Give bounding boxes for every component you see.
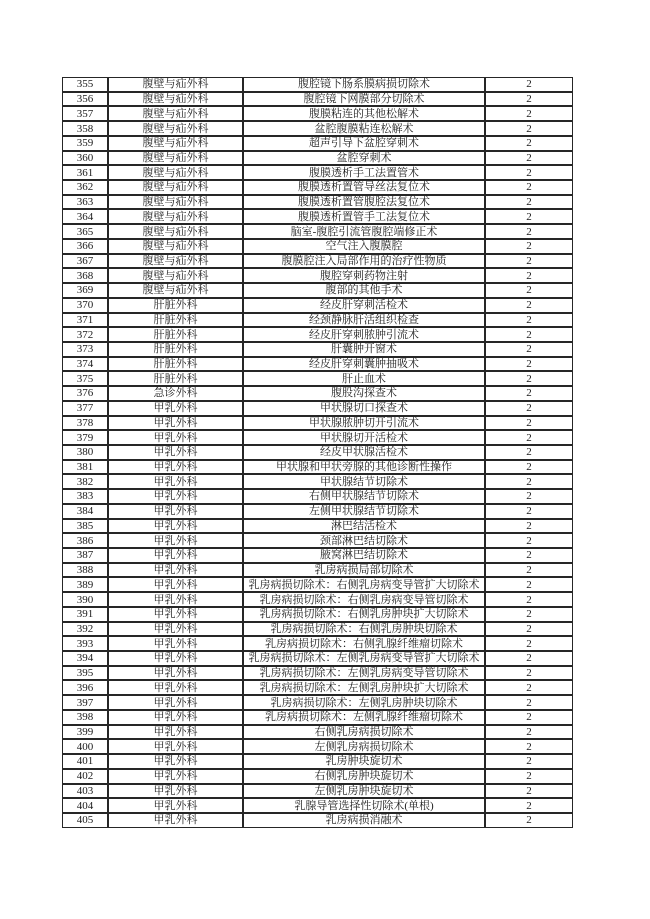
- table-row: [62, 136, 573, 151]
- level-cell: 2: [485, 784, 573, 799]
- row-number-cell: 397: [62, 695, 108, 710]
- level-cell: 2: [485, 489, 573, 504]
- level-cell: 2: [485, 769, 573, 784]
- department-cell: 甲乳外科: [108, 739, 243, 754]
- procedure-cell: 脑室-腹腔引流管腹腔端修正术: [243, 224, 485, 239]
- table-row: [62, 357, 573, 372]
- procedure-cell: 乳房病损切除术：右侧乳腺纤维瘤切除术: [243, 636, 485, 651]
- table-row: [62, 121, 573, 136]
- table-row: [62, 784, 573, 799]
- department-cell: 甲乳外科: [108, 651, 243, 666]
- row-number-cell: 355: [62, 77, 108, 92]
- table-row: [62, 430, 573, 445]
- level-cell: 2: [485, 401, 573, 416]
- procedure-cell: 肝囊肿开窗术: [243, 342, 485, 357]
- level-cell: 2: [485, 313, 573, 328]
- procedure-cell: 乳房病损消融术: [243, 813, 485, 828]
- table-row: [62, 666, 573, 681]
- department-cell: 甲乳外科: [108, 607, 243, 622]
- level-cell: 2: [485, 563, 573, 578]
- department-cell: 甲乳外科: [108, 548, 243, 563]
- department-cell: 腹壁与疝外科: [108, 151, 243, 166]
- procedure-cell: 乳房病损切除术：左侧乳房肿块扩大切除术: [243, 680, 485, 695]
- level-cell: 2: [485, 298, 573, 313]
- procedure-cell: 左侧乳房病损切除术: [243, 739, 485, 754]
- table-row: [62, 342, 573, 357]
- department-cell: 腹壁与疝外科: [108, 224, 243, 239]
- department-cell: 甲乳外科: [108, 666, 243, 681]
- department-cell: 甲乳外科: [108, 474, 243, 489]
- table-row: [62, 327, 573, 342]
- department-cell: 甲乳外科: [108, 798, 243, 813]
- row-number-cell: 363: [62, 195, 108, 210]
- procedure-cell: 腹腔镜下网膜部分切除术: [243, 92, 485, 107]
- row-number-cell: 383: [62, 489, 108, 504]
- table-row: [62, 401, 573, 416]
- table-row: [62, 636, 573, 651]
- table-row: [62, 548, 573, 563]
- department-cell: 肝脏外科: [108, 371, 243, 386]
- row-number-cell: 385: [62, 519, 108, 534]
- row-number-cell: 366: [62, 239, 108, 254]
- row-number-cell: 365: [62, 224, 108, 239]
- row-number-cell: 391: [62, 607, 108, 622]
- row-number-cell: 403: [62, 784, 108, 799]
- level-cell: 2: [485, 798, 573, 813]
- table-row: [62, 298, 573, 313]
- procedure-cell: 甲状腺和甲状旁腺的其他诊断性操作: [243, 460, 485, 475]
- level-cell: 2: [485, 519, 573, 534]
- table-row: [62, 695, 573, 710]
- level-cell: 2: [485, 342, 573, 357]
- level-cell: 2: [485, 180, 573, 195]
- department-cell: 腹壁与疝外科: [108, 209, 243, 224]
- department-cell: 甲乳外科: [108, 504, 243, 519]
- level-cell: 2: [485, 577, 573, 592]
- table-row: [62, 680, 573, 695]
- procedure-cell: 乳房病损切除术：右侧乳房肿块扩大切除术: [243, 607, 485, 622]
- level-cell: 2: [485, 607, 573, 622]
- department-cell: 肝脏外科: [108, 298, 243, 313]
- level-cell: 2: [485, 106, 573, 121]
- table-row: [62, 313, 573, 328]
- table-row: [62, 474, 573, 489]
- table-row: [62, 533, 573, 548]
- table-row: [62, 519, 573, 534]
- table-row: [62, 239, 573, 254]
- row-number-cell: 404: [62, 798, 108, 813]
- row-number-cell: 358: [62, 121, 108, 136]
- level-cell: 2: [485, 666, 573, 681]
- procedure-cell: 甲状腺切口探查术: [243, 401, 485, 416]
- department-cell: 甲乳外科: [108, 563, 243, 578]
- procedure-cell: 盆腔穿刺术: [243, 151, 485, 166]
- procedure-cell: 盆腔腹膜粘连松解术: [243, 121, 485, 136]
- table-row: [62, 798, 573, 813]
- department-cell: 甲乳外科: [108, 592, 243, 607]
- procedure-cell: 乳房病损切除术：右侧乳房肿块切除术: [243, 622, 485, 637]
- level-cell: 2: [485, 636, 573, 651]
- department-cell: 甲乳外科: [108, 622, 243, 637]
- department-cell: 甲乳外科: [108, 769, 243, 784]
- department-cell: 腹壁与疝外科: [108, 268, 243, 283]
- row-number-cell: 370: [62, 298, 108, 313]
- department-cell: 甲乳外科: [108, 489, 243, 504]
- department-cell: 腹壁与疝外科: [108, 195, 243, 210]
- level-cell: 2: [485, 209, 573, 224]
- department-cell: 甲乳外科: [108, 416, 243, 431]
- level-cell: 2: [485, 268, 573, 283]
- level-cell: 2: [485, 695, 573, 710]
- row-number-cell: 389: [62, 577, 108, 592]
- level-cell: 2: [485, 239, 573, 254]
- department-cell: 腹壁与疝外科: [108, 180, 243, 195]
- department-cell: 甲乳外科: [108, 813, 243, 828]
- level-cell: 2: [485, 283, 573, 298]
- procedure-cell: 腹腔镜下肠系膜病损切除术: [243, 77, 485, 92]
- table-row: [62, 489, 573, 504]
- level-cell: 2: [485, 592, 573, 607]
- table-row: [62, 769, 573, 784]
- table-row: [62, 739, 573, 754]
- row-number-cell: 387: [62, 548, 108, 563]
- department-cell: 甲乳外科: [108, 725, 243, 740]
- department-cell: 腹壁与疝外科: [108, 239, 243, 254]
- table-row: [62, 651, 573, 666]
- procedure-cell: 颈部淋巴结切除术: [243, 533, 485, 548]
- row-number-cell: 369: [62, 283, 108, 298]
- row-number-cell: 373: [62, 342, 108, 357]
- table-row: [62, 209, 573, 224]
- department-cell: 腹壁与疝外科: [108, 283, 243, 298]
- row-number-cell: 378: [62, 416, 108, 431]
- row-number-cell: 393: [62, 636, 108, 651]
- table-row: [62, 607, 573, 622]
- table-row: [62, 371, 573, 386]
- row-number-cell: 394: [62, 651, 108, 666]
- table-row: [62, 725, 573, 740]
- department-cell: 甲乳外科: [108, 533, 243, 548]
- procedure-cell: 经皮肝穿刺活检术: [243, 298, 485, 313]
- procedure-cell: 甲状腺结节切除术: [243, 474, 485, 489]
- level-cell: 2: [485, 474, 573, 489]
- row-number-cell: 377: [62, 401, 108, 416]
- table-row: [62, 180, 573, 195]
- table-row: [62, 92, 573, 107]
- department-cell: 甲乳外科: [108, 784, 243, 799]
- department-cell: 甲乳外科: [108, 430, 243, 445]
- department-cell: 肝脏外科: [108, 313, 243, 328]
- procedure-cell: 乳房病损切除术：右侧乳房病变导管扩大切除术: [243, 577, 485, 592]
- row-number-cell: 386: [62, 533, 108, 548]
- table-row: [62, 195, 573, 210]
- table-row: [62, 268, 573, 283]
- level-cell: 2: [485, 445, 573, 460]
- procedure-cell: 腋窝淋巴结切除术: [243, 548, 485, 563]
- level-cell: 2: [485, 739, 573, 754]
- procedure-cell: 乳房病损切除术：右侧乳房病变导管切除术: [243, 592, 485, 607]
- procedure-cell: 经颈静脉肝活组织检查: [243, 313, 485, 328]
- level-cell: 2: [485, 430, 573, 445]
- level-cell: 2: [485, 386, 573, 401]
- table-row: [62, 563, 573, 578]
- procedure-cell: 腹膜透析置管导丝法复位术: [243, 180, 485, 195]
- procedure-cell: 腹膜透析置管手工法复位术: [243, 209, 485, 224]
- department-cell: 腹壁与疝外科: [108, 77, 243, 92]
- row-number-cell: 398: [62, 710, 108, 725]
- row-number-cell: 399: [62, 725, 108, 740]
- row-number-cell: 405: [62, 813, 108, 828]
- procedure-cell: 右侧乳房肿块旋切术: [243, 769, 485, 784]
- table-row: [62, 151, 573, 166]
- department-cell: 甲乳外科: [108, 445, 243, 460]
- level-cell: 2: [485, 121, 573, 136]
- department-cell: 甲乳外科: [108, 710, 243, 725]
- procedure-cell: 右侧甲状腺结节切除术: [243, 489, 485, 504]
- level-cell: 2: [485, 548, 573, 563]
- row-number-cell: 364: [62, 209, 108, 224]
- table-row: [62, 577, 573, 592]
- department-cell: 甲乳外科: [108, 636, 243, 651]
- level-cell: 2: [485, 195, 573, 210]
- table-row: [62, 445, 573, 460]
- row-number-cell: 360: [62, 151, 108, 166]
- row-number-cell: 390: [62, 592, 108, 607]
- row-number-cell: 388: [62, 563, 108, 578]
- procedure-cell: 乳房肿块旋切术: [243, 754, 485, 769]
- procedure-cell: 腹膜粘连的其他松解术: [243, 106, 485, 121]
- table-row: [62, 592, 573, 607]
- department-cell: 肝脏外科: [108, 342, 243, 357]
- department-cell: 腹壁与疝外科: [108, 121, 243, 136]
- procedure-cell: 腹腔穿刺药物注射: [243, 268, 485, 283]
- procedure-cell: 左侧乳房肿块旋切术: [243, 784, 485, 799]
- department-cell: 急诊外科: [108, 386, 243, 401]
- level-cell: 2: [485, 651, 573, 666]
- level-cell: 2: [485, 136, 573, 151]
- row-number-cell: 400: [62, 739, 108, 754]
- table-row: [62, 106, 573, 121]
- procedure-cell: 空气注入腹膜腔: [243, 239, 485, 254]
- department-cell: 甲乳外科: [108, 519, 243, 534]
- row-number-cell: 401: [62, 754, 108, 769]
- row-number-cell: 381: [62, 460, 108, 475]
- level-cell: 2: [485, 165, 573, 180]
- row-number-cell: 359: [62, 136, 108, 151]
- table-row: [62, 460, 573, 475]
- row-number-cell: 402: [62, 769, 108, 784]
- procedure-cell: 左侧甲状腺结节切除术: [243, 504, 485, 519]
- table-row: [62, 77, 573, 92]
- table-row: [62, 283, 573, 298]
- procedure-cell: 超声引导下盆腔穿刺术: [243, 136, 485, 151]
- row-number-cell: 367: [62, 254, 108, 269]
- procedure-cell: 经皮肝穿刺囊肿抽吸术: [243, 357, 485, 372]
- level-cell: 2: [485, 813, 573, 828]
- table-row: [62, 754, 573, 769]
- row-number-cell: 375: [62, 371, 108, 386]
- procedure-cell: 腹膜透析置管腹腔法复位术: [243, 195, 485, 210]
- level-cell: 2: [485, 92, 573, 107]
- level-cell: 2: [485, 224, 573, 239]
- procedure-cell: 淋巴结活检术: [243, 519, 485, 534]
- procedure-cell: 腹膜腔注入局部作用的治疗性物质: [243, 254, 485, 269]
- row-number-cell: 371: [62, 313, 108, 328]
- department-cell: 甲乳外科: [108, 577, 243, 592]
- procedure-cell: 经皮肝穿刺脓肿引流术: [243, 327, 485, 342]
- level-cell: 2: [485, 533, 573, 548]
- procedure-cell: 甲状腺切开活检术: [243, 430, 485, 445]
- procedure-cell: 乳房病损切除术：左侧乳房病变导管扩大切除术: [243, 651, 485, 666]
- procedure-cell: 腹股沟探查术: [243, 386, 485, 401]
- table-row: [62, 165, 573, 180]
- procedure-table-body: [62, 77, 573, 828]
- department-cell: 肝脏外科: [108, 327, 243, 342]
- row-number-cell: 396: [62, 680, 108, 695]
- row-number-cell: 361: [62, 165, 108, 180]
- procedure-table: [62, 77, 573, 828]
- procedure-cell: 甲状腺脓肿切开引流术: [243, 416, 485, 431]
- level-cell: 2: [485, 327, 573, 342]
- row-number-cell: 384: [62, 504, 108, 519]
- row-number-cell: 362: [62, 180, 108, 195]
- table-row: [62, 504, 573, 519]
- department-cell: 腹壁与疝外科: [108, 92, 243, 107]
- table-row: [62, 416, 573, 431]
- level-cell: 2: [485, 622, 573, 637]
- level-cell: 2: [485, 357, 573, 372]
- level-cell: 2: [485, 371, 573, 386]
- row-number-cell: 395: [62, 666, 108, 681]
- table-row: [62, 710, 573, 725]
- level-cell: 2: [485, 416, 573, 431]
- procedure-cell: 乳腺导管选择性切除术(单根): [243, 798, 485, 813]
- department-cell: 肝脏外科: [108, 357, 243, 372]
- department-cell: 甲乳外科: [108, 401, 243, 416]
- row-number-cell: 392: [62, 622, 108, 637]
- procedure-cell: 乳房病损切除术：左侧乳房病变导管切除术: [243, 666, 485, 681]
- department-cell: 甲乳外科: [108, 460, 243, 475]
- department-cell: 腹壁与疝外科: [108, 165, 243, 180]
- procedure-cell: 腹膜透析手工法置管术: [243, 165, 485, 180]
- procedure-cell: 乳房病损切除术：左侧乳房肿块切除术: [243, 695, 485, 710]
- row-number-cell: 356: [62, 92, 108, 107]
- level-cell: 2: [485, 754, 573, 769]
- department-cell: 甲乳外科: [108, 754, 243, 769]
- procedure-cell: 腹部的其他手术: [243, 283, 485, 298]
- row-number-cell: 379: [62, 430, 108, 445]
- level-cell: 2: [485, 460, 573, 475]
- procedure-cell: 乳房病损切除术：左侧乳腺纤维瘤切除术: [243, 710, 485, 725]
- table-row: [62, 386, 573, 401]
- department-cell: 腹壁与疝外科: [108, 106, 243, 121]
- procedure-cell: 乳房病损局部切除术: [243, 563, 485, 578]
- table-row: [62, 224, 573, 239]
- department-cell: 腹壁与疝外科: [108, 136, 243, 151]
- level-cell: 2: [485, 504, 573, 519]
- table-row: [62, 254, 573, 269]
- row-number-cell: 372: [62, 327, 108, 342]
- department-cell: 腹壁与疝外科: [108, 254, 243, 269]
- level-cell: 2: [485, 710, 573, 725]
- procedure-cell: 右侧乳房病损切除术: [243, 725, 485, 740]
- table-row: [62, 813, 573, 828]
- level-cell: 2: [485, 725, 573, 740]
- row-number-cell: 368: [62, 268, 108, 283]
- level-cell: 2: [485, 151, 573, 166]
- procedure-cell: 经皮甲状腺活检术: [243, 445, 485, 460]
- level-cell: 2: [485, 680, 573, 695]
- procedure-cell: 肝止血术: [243, 371, 485, 386]
- department-cell: 甲乳外科: [108, 680, 243, 695]
- row-number-cell: 376: [62, 386, 108, 401]
- row-number-cell: 374: [62, 357, 108, 372]
- level-cell: 2: [485, 254, 573, 269]
- department-cell: 甲乳外科: [108, 695, 243, 710]
- row-number-cell: 380: [62, 445, 108, 460]
- table-row: [62, 622, 573, 637]
- row-number-cell: 357: [62, 106, 108, 121]
- row-number-cell: 382: [62, 474, 108, 489]
- level-cell: 2: [485, 77, 573, 92]
